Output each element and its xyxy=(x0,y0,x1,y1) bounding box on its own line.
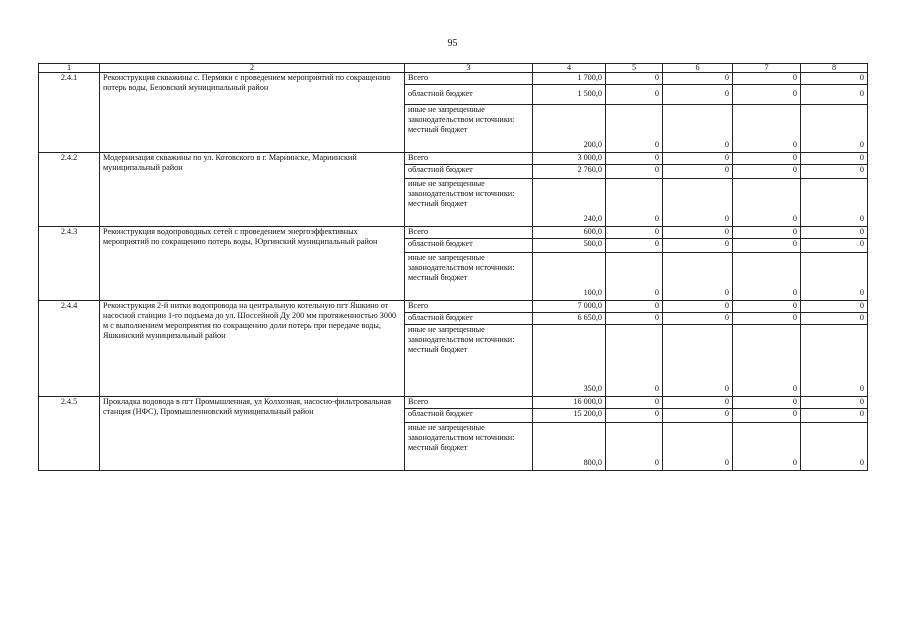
source-label-local: местный бюджет xyxy=(408,443,468,452)
column-header: 8 xyxy=(801,64,868,73)
value-cell: 0 xyxy=(606,397,663,409)
value-cell: 0 xyxy=(606,179,663,227)
value-cell: 600,0 xyxy=(533,227,606,239)
value-cell: 0 xyxy=(606,73,663,85)
source-label-other-local xyxy=(405,325,533,397)
value-cell: 0 xyxy=(606,85,663,105)
source-label-total: Всего xyxy=(405,301,533,313)
item-number: 2.4.4 xyxy=(39,301,100,397)
value-cell: 2 760,0 xyxy=(533,165,606,179)
value-cell: 0 xyxy=(801,227,868,239)
value-cell: 0 xyxy=(733,423,801,471)
column-header-row xyxy=(39,64,868,73)
value-cell: 3 000,0 xyxy=(533,153,606,165)
value-cell: 0 xyxy=(801,313,868,325)
source-label-other: иные не запрещенные законодательством источники: xyxy=(408,325,515,344)
value-cell: 0 xyxy=(606,423,663,471)
item-name: Реконструкция водопроводных сетей с проведением энергоэффективных мероприятий по сокращению потерь воды, Юргинский муниципальный район xyxy=(100,227,405,301)
value-cell: 0 xyxy=(606,165,663,179)
item-number: 2.4.3 xyxy=(39,227,100,301)
value-cell: 240,0 xyxy=(533,179,606,227)
page-number: 95 xyxy=(447,38,458,49)
value-cell: 0 xyxy=(663,179,733,227)
value-cell: 0 xyxy=(663,73,733,85)
column-header: 6 xyxy=(663,64,733,73)
value-cell: 0 xyxy=(801,397,868,409)
value-cell: 0 xyxy=(733,409,801,423)
value-cell: 0 xyxy=(733,227,801,239)
value-cell: 0 xyxy=(801,423,868,471)
item-name: Прокладка водовода в пгт Промышленная, ул Колхозная, насосно-фильтровальная станция (НФС), Промышленновский муниципальный район xyxy=(100,397,405,471)
column-header: 1 xyxy=(39,64,100,73)
value-cell: 0 xyxy=(606,253,663,301)
value-cell: 0 xyxy=(801,165,868,179)
item-name: Модернизация скважины по ул. Котовского в г. Мариинске, Мариинский муниципальный район xyxy=(100,153,405,227)
value-cell: 0 xyxy=(801,325,868,397)
value-cell: 0 xyxy=(801,179,868,227)
value-cell: 0 xyxy=(733,105,801,153)
value-cell: 0 xyxy=(733,397,801,409)
value-cell: 0 xyxy=(733,313,801,325)
column-header: 2 xyxy=(100,64,405,73)
source-label-other-local xyxy=(405,253,533,301)
value-cell: 0 xyxy=(663,301,733,313)
source-label-other: иные не запрещенные законодательством источники: xyxy=(408,105,515,124)
value-cell: 16 000,0 xyxy=(533,397,606,409)
item-name: Реконструкция 2-й нитки водопровода на центральную котельную пгт Яшкино от насосной станции 1-го подъема до ул. Шоссейной Ду 200 мм протяженностью 3000 м с выполнением мероприятия по сокращению доли потерь при передаче воды, Яшкинский муниципальный район xyxy=(100,301,405,397)
table-row-total xyxy=(39,397,868,409)
value-cell: 1 700,0 xyxy=(533,73,606,85)
value-cell: 0 xyxy=(663,239,733,253)
value-cell: 0 xyxy=(663,153,733,165)
value-cell: 0 xyxy=(801,105,868,153)
source-label-total: Всего xyxy=(405,227,533,239)
value-cell: 0 xyxy=(606,239,663,253)
item-number: 2.4.1 xyxy=(39,73,100,153)
value-cell: 0 xyxy=(801,85,868,105)
value-cell: 0 xyxy=(733,325,801,397)
value-cell: 15 200,0 xyxy=(533,409,606,423)
value-cell: 0 xyxy=(733,153,801,165)
value-cell: 0 xyxy=(733,165,801,179)
source-label-other-local xyxy=(405,423,533,471)
value-cell: 0 xyxy=(663,313,733,325)
budget-table xyxy=(38,63,868,471)
column-header: 7 xyxy=(733,64,801,73)
value-cell: 0 xyxy=(733,85,801,105)
value-cell: 0 xyxy=(606,227,663,239)
source-label-local: местный бюджет xyxy=(408,273,468,282)
value-cell: 350,0 xyxy=(533,325,606,397)
table-row-total xyxy=(39,153,868,165)
value-cell: 0 xyxy=(606,153,663,165)
source-label-regional: областной бюджет xyxy=(405,85,533,105)
value-cell: 0 xyxy=(733,301,801,313)
source-label-local: местный бюджет xyxy=(408,345,468,354)
table-row-total xyxy=(39,227,868,239)
source-label-local: местный бюджет xyxy=(408,125,468,134)
source-label-regional: областной бюджет xyxy=(405,313,533,325)
value-cell: 0 xyxy=(733,73,801,85)
source-label-total: Всего xyxy=(405,73,533,85)
value-cell: 0 xyxy=(606,313,663,325)
table-row-total xyxy=(39,301,868,313)
value-cell: 0 xyxy=(663,105,733,153)
item-name: Реконструкция скважины с. Пермяки с проведением мероприятий по сокращению потерь воды, Беловский муниципальный район xyxy=(100,73,405,153)
value-cell: 0 xyxy=(606,301,663,313)
value-cell: 0 xyxy=(801,301,868,313)
value-cell: 0 xyxy=(733,239,801,253)
value-cell: 0 xyxy=(663,409,733,423)
item-number: 2.4.2 xyxy=(39,153,100,227)
value-cell: 200,0 xyxy=(533,105,606,153)
value-cell: 0 xyxy=(663,423,733,471)
value-cell: 0 xyxy=(733,179,801,227)
source-label-other-local xyxy=(405,179,533,227)
table-row-total xyxy=(39,73,868,85)
value-cell: 0 xyxy=(663,397,733,409)
value-cell: 0 xyxy=(801,253,868,301)
column-header: 4 xyxy=(533,64,606,73)
column-header: 3 xyxy=(405,64,533,73)
value-cell: 7 000,0 xyxy=(533,301,606,313)
value-cell: 0 xyxy=(606,105,663,153)
value-cell: 0 xyxy=(663,165,733,179)
source-label-other-local xyxy=(405,105,533,153)
value-cell: 0 xyxy=(801,409,868,423)
value-cell: 0 xyxy=(801,153,868,165)
source-label-other: иные не запрещенные законодательством источники: xyxy=(408,423,515,442)
item-number: 2.4.5 xyxy=(39,397,100,471)
source-label-regional: областной бюджет xyxy=(405,239,533,253)
value-cell: 0 xyxy=(663,85,733,105)
value-cell: 100,0 xyxy=(533,253,606,301)
value-cell: 800,0 xyxy=(533,423,606,471)
source-label-local: местный бюджет xyxy=(408,199,468,208)
value-cell: 0 xyxy=(606,409,663,423)
value-cell: 0 xyxy=(733,253,801,301)
value-cell: 0 xyxy=(801,73,868,85)
value-cell: 0 xyxy=(801,239,868,253)
value-cell: 500,0 xyxy=(533,239,606,253)
source-label-regional: областной бюджет xyxy=(405,165,533,179)
source-label-regional: областной бюджет xyxy=(405,409,533,423)
column-header: 5 xyxy=(606,64,663,73)
source-label-other: иные не запрещенные законодательством источники: xyxy=(408,179,515,198)
value-cell: 6 650,0 xyxy=(533,313,606,325)
value-cell: 0 xyxy=(606,325,663,397)
value-cell: 0 xyxy=(663,325,733,397)
value-cell: 0 xyxy=(663,253,733,301)
value-cell: 0 xyxy=(663,227,733,239)
value-cell: 1 500,0 xyxy=(533,85,606,105)
source-label-total: Всего xyxy=(405,153,533,165)
source-label-other: иные не запрещенные законодательством источники: xyxy=(408,253,515,272)
source-label-total: Всего xyxy=(405,397,533,409)
